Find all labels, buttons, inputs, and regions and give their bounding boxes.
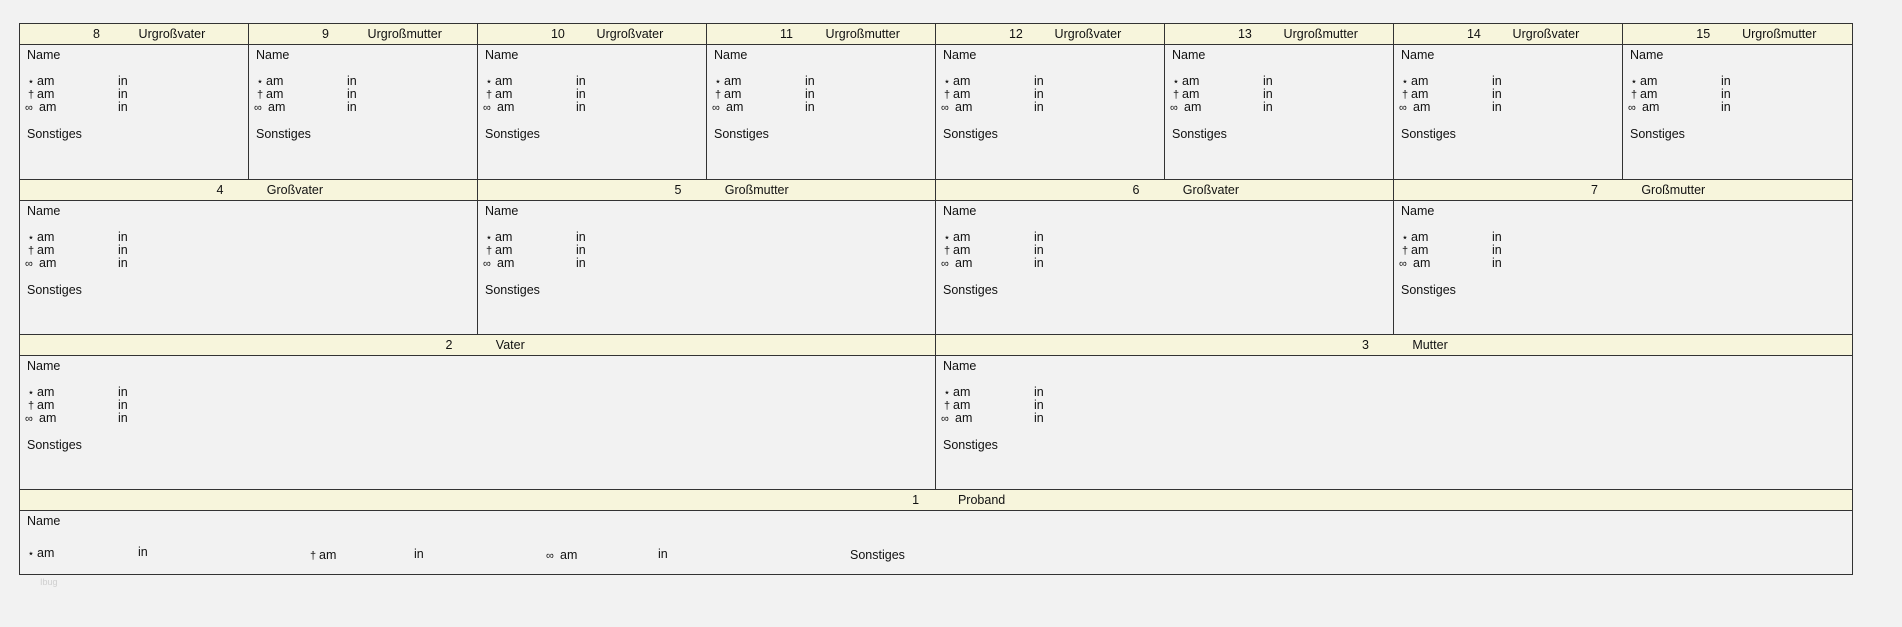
person-number: 2 xyxy=(445,338,453,352)
name-label: Name xyxy=(485,48,519,62)
name-label: Name xyxy=(1401,204,1435,218)
person-details xyxy=(20,356,935,490)
proband-role: Proband xyxy=(957,493,1006,507)
place-label: in xyxy=(118,256,128,270)
date-line xyxy=(546,548,577,562)
proband-number: 1 xyxy=(912,493,920,507)
died-symbol: † xyxy=(714,89,722,101)
place-label: in xyxy=(1721,74,1731,88)
died-symbol: † xyxy=(485,245,493,257)
born-symbol: ⋆ xyxy=(943,387,951,399)
date-label: am xyxy=(953,87,971,101)
born-symbol: ⋆ xyxy=(714,76,722,88)
date-line xyxy=(941,411,972,425)
name-label: Name xyxy=(714,48,748,62)
date-line xyxy=(307,548,336,562)
date-label: am xyxy=(266,87,284,101)
date-line xyxy=(25,398,54,412)
place-label: in xyxy=(118,411,128,425)
date-line xyxy=(941,256,972,270)
place-label: in xyxy=(118,385,128,399)
date-label: am xyxy=(266,74,284,88)
date-label: am xyxy=(37,385,55,399)
person-role: Vater xyxy=(495,338,525,352)
person-role: Großvater xyxy=(1182,183,1240,197)
place-label: in xyxy=(414,547,424,561)
date-line xyxy=(25,546,54,560)
date-line xyxy=(1399,230,1428,244)
name-label: Name xyxy=(1401,48,1435,62)
person-number: 11 xyxy=(779,27,793,41)
place-label: in xyxy=(1034,398,1044,412)
date-label: am xyxy=(495,74,513,88)
place-label: in xyxy=(1721,87,1731,101)
date-label: am xyxy=(726,100,744,114)
place-label: in xyxy=(347,100,357,114)
person-number: 7 xyxy=(1590,183,1598,197)
place-label: in xyxy=(347,87,357,101)
date-line xyxy=(483,256,514,270)
person-header xyxy=(1165,24,1393,45)
date-label: am xyxy=(39,256,57,270)
date-label: am xyxy=(39,100,57,114)
date-line xyxy=(1170,74,1199,88)
person-cell xyxy=(20,24,249,179)
place-label: in xyxy=(658,547,668,561)
person-role: Urgroßmutter xyxy=(825,27,900,41)
date-label: am xyxy=(497,100,515,114)
date-line xyxy=(941,385,970,399)
other-label: Sonstiges xyxy=(27,127,82,141)
place-label: in xyxy=(1492,74,1502,88)
date-label: am xyxy=(953,398,971,412)
person-header xyxy=(20,24,248,45)
date-line xyxy=(712,87,741,101)
married-symbol: ∞ xyxy=(712,102,717,114)
date-label: am xyxy=(953,230,971,244)
date-line xyxy=(25,100,56,114)
place-label: in xyxy=(118,74,128,88)
other-label: Sonstiges xyxy=(943,283,998,297)
person-details xyxy=(20,201,477,335)
person-number: 13 xyxy=(1237,27,1252,41)
person-details xyxy=(1394,45,1622,179)
date-line xyxy=(254,100,285,114)
date-label: am xyxy=(955,100,973,114)
person-role: Urgroßvater xyxy=(138,27,206,41)
other-label: Sonstiges xyxy=(27,283,82,297)
date-label: am xyxy=(1640,87,1658,101)
date-label: am xyxy=(955,256,973,270)
person-cell xyxy=(20,335,936,490)
person-details xyxy=(20,45,248,179)
other-label: Sonstiges xyxy=(485,283,540,297)
other-label: Sonstiges xyxy=(850,548,905,562)
married-symbol: ∞ xyxy=(546,550,551,562)
date-label: am xyxy=(955,411,973,425)
date-label: am xyxy=(1411,230,1429,244)
date-label: am xyxy=(1413,100,1431,114)
person-header xyxy=(20,180,477,201)
married-symbol: ∞ xyxy=(1399,258,1404,270)
place-label: in xyxy=(1492,243,1502,257)
person-cell xyxy=(936,335,1852,490)
name-label: Name xyxy=(1630,48,1664,62)
died-symbol: † xyxy=(1401,89,1409,101)
born-symbol: ⋆ xyxy=(943,76,951,88)
date-label: am xyxy=(37,398,55,412)
name-label: Name xyxy=(943,204,977,218)
date-label: am xyxy=(319,548,337,562)
born-symbol: ⋆ xyxy=(1401,232,1409,244)
died-symbol: † xyxy=(27,400,35,412)
person-header xyxy=(478,24,706,45)
date-label: am xyxy=(1640,74,1658,88)
date-line xyxy=(25,411,56,425)
place-label: in xyxy=(1492,87,1502,101)
place-label: in xyxy=(1034,411,1044,425)
place-label: in xyxy=(1034,74,1044,88)
great-grandparents-row xyxy=(20,24,1852,179)
date-line xyxy=(1399,256,1430,270)
born-symbol: ⋆ xyxy=(27,76,35,88)
watermark: Ibug xyxy=(40,577,58,587)
date-label: am xyxy=(495,87,513,101)
date-line xyxy=(1399,243,1428,257)
ancestor-chart xyxy=(19,23,1853,575)
date-line xyxy=(712,100,743,114)
date-label: am xyxy=(953,243,971,257)
person-details xyxy=(936,356,1852,490)
died-symbol: † xyxy=(943,245,951,257)
date-label: am xyxy=(1182,87,1200,101)
person-header xyxy=(1394,24,1622,45)
name-label: Name xyxy=(943,48,977,62)
person-number: 3 xyxy=(1361,338,1369,352)
person-header xyxy=(1623,24,1852,45)
person-header xyxy=(936,335,1852,356)
place-label: in xyxy=(576,87,586,101)
place-label: in xyxy=(118,243,128,257)
person-header xyxy=(936,180,1393,201)
place-label: in xyxy=(1034,385,1044,399)
place-label: in xyxy=(1034,243,1044,257)
other-label: Sonstiges xyxy=(1630,127,1685,141)
person-details xyxy=(249,45,477,179)
place-label: in xyxy=(576,243,586,257)
date-line xyxy=(25,74,54,88)
date-label: am xyxy=(1411,74,1429,88)
married-symbol: ∞ xyxy=(941,258,946,270)
person-role: Großmutter xyxy=(1641,183,1706,197)
person-cell xyxy=(478,180,936,335)
date-label: am xyxy=(953,385,971,399)
place-label: in xyxy=(1034,256,1044,270)
married-symbol: ∞ xyxy=(483,258,488,270)
place-label: in xyxy=(347,74,357,88)
person-number: 8 xyxy=(92,27,100,41)
person-number: 5 xyxy=(674,183,682,197)
person-cell xyxy=(249,24,478,179)
born-symbol: ⋆ xyxy=(27,387,35,399)
died-symbol: † xyxy=(485,89,493,101)
born-symbol: ⋆ xyxy=(943,232,951,244)
person-role: Urgroßmutter xyxy=(1283,27,1358,41)
date-line xyxy=(483,100,514,114)
date-line xyxy=(1399,87,1428,101)
married-symbol: ∞ xyxy=(941,413,946,425)
date-line xyxy=(254,87,283,101)
date-line xyxy=(1399,74,1428,88)
place-label: in xyxy=(576,256,586,270)
person-details xyxy=(1394,201,1852,335)
person-cell xyxy=(1394,180,1852,335)
person-cell xyxy=(20,180,478,335)
date-line xyxy=(941,87,970,101)
name-label: Name xyxy=(256,48,290,62)
person-cell xyxy=(936,24,1165,179)
person-role: Urgroßmutter xyxy=(367,27,442,41)
person-details xyxy=(936,201,1393,335)
died-symbol: † xyxy=(1401,245,1409,257)
place-label: in xyxy=(805,100,815,114)
person-details xyxy=(936,45,1164,179)
date-line xyxy=(1170,87,1199,101)
other-label: Sonstiges xyxy=(714,127,769,141)
died-symbol: † xyxy=(27,245,35,257)
name-label: Name xyxy=(943,359,977,373)
person-details xyxy=(1623,45,1852,179)
person-details xyxy=(478,201,935,335)
name-label: Name xyxy=(27,359,61,373)
date-label: am xyxy=(268,100,286,114)
person-number: 6 xyxy=(1132,183,1140,197)
date-line xyxy=(1170,100,1201,114)
proband-row xyxy=(20,489,1852,576)
date-line xyxy=(1399,100,1430,114)
person-number: 4 xyxy=(216,183,224,197)
parents-row xyxy=(20,334,1852,490)
date-label: am xyxy=(1411,87,1429,101)
person-role: Urgroßvater xyxy=(596,27,664,41)
born-symbol: ⋆ xyxy=(27,232,35,244)
person-number: 12 xyxy=(1008,27,1023,41)
place-label: in xyxy=(1492,230,1502,244)
date-line xyxy=(941,230,970,244)
place-label: in xyxy=(805,74,815,88)
person-header xyxy=(1394,180,1852,201)
place-label: in xyxy=(118,230,128,244)
person-role: Urgroßvater xyxy=(1512,27,1580,41)
date-label: am xyxy=(495,243,513,257)
date-label: am xyxy=(724,74,742,88)
name-label: Name xyxy=(1172,48,1206,62)
died-symbol: † xyxy=(27,89,35,101)
date-line xyxy=(941,398,970,412)
proband-header xyxy=(20,490,1852,511)
other-label: Sonstiges xyxy=(1401,127,1456,141)
date-label: am xyxy=(1184,100,1202,114)
person-header xyxy=(249,24,477,45)
died-symbol: † xyxy=(256,89,264,101)
person-number: 15 xyxy=(1696,27,1711,41)
person-number: 9 xyxy=(321,27,329,41)
date-label: am xyxy=(1411,243,1429,257)
date-label: am xyxy=(953,74,971,88)
married-symbol: ∞ xyxy=(1399,102,1404,114)
born-symbol: ⋆ xyxy=(256,76,264,88)
date-line xyxy=(25,87,54,101)
other-label: Sonstiges xyxy=(256,127,311,141)
person-cell xyxy=(1165,24,1394,179)
other-label: Sonstiges xyxy=(1172,127,1227,141)
date-line xyxy=(941,243,970,257)
date-line xyxy=(1628,74,1657,88)
date-line xyxy=(712,74,741,88)
place-label: in xyxy=(118,100,128,114)
person-header xyxy=(936,24,1164,45)
date-label: am xyxy=(1413,256,1431,270)
married-symbol: ∞ xyxy=(25,258,30,270)
other-label: Sonstiges xyxy=(27,438,82,452)
person-cell xyxy=(478,24,707,179)
place-label: in xyxy=(576,100,586,114)
born-symbol: ⋆ xyxy=(1401,76,1409,88)
born-symbol: ⋆ xyxy=(1172,76,1180,88)
date-line xyxy=(941,100,972,114)
place-label: in xyxy=(1263,74,1273,88)
date-label: am xyxy=(495,230,513,244)
person-cell xyxy=(1623,24,1852,179)
place-label: in xyxy=(1721,100,1731,114)
died-symbol: † xyxy=(943,89,951,101)
place-label: in xyxy=(1263,87,1273,101)
date-line xyxy=(1628,87,1657,101)
person-role: Großmutter xyxy=(724,183,789,197)
date-line xyxy=(25,243,54,257)
other-label: Sonstiges xyxy=(943,127,998,141)
date-line xyxy=(254,74,283,88)
person-details xyxy=(1165,45,1393,179)
place-label: in xyxy=(118,87,128,101)
date-label: am xyxy=(39,411,57,425)
person-role: Urgroßmutter xyxy=(1742,27,1817,41)
date-label: am xyxy=(724,87,742,101)
married-symbol: ∞ xyxy=(25,102,30,114)
married-symbol: ∞ xyxy=(254,102,259,114)
date-label: am xyxy=(37,546,55,560)
person-role: Urgroßvater xyxy=(1054,27,1122,41)
born-symbol: ⋆ xyxy=(1630,76,1638,88)
place-label: in xyxy=(576,74,586,88)
place-label: in xyxy=(138,545,148,559)
died-symbol: † xyxy=(943,400,951,412)
grandparents-row xyxy=(20,179,1852,335)
date-label: am xyxy=(37,230,55,244)
date-label: am xyxy=(37,87,55,101)
date-line xyxy=(483,87,512,101)
person-cell xyxy=(707,24,936,179)
person-details xyxy=(478,45,706,179)
other-label: Sonstiges xyxy=(943,438,998,452)
place-label: in xyxy=(576,230,586,244)
person-number: 10 xyxy=(550,27,565,41)
date-line xyxy=(941,74,970,88)
place-label: in xyxy=(1492,100,1502,114)
proband-details xyxy=(20,511,1852,576)
name-label: Name xyxy=(27,514,61,528)
person-details xyxy=(707,45,935,179)
place-label: in xyxy=(1034,100,1044,114)
place-label: in xyxy=(1034,230,1044,244)
date-label: am xyxy=(560,548,578,562)
other-label: Sonstiges xyxy=(485,127,540,141)
person-number: 14 xyxy=(1466,27,1481,41)
died-symbol: † xyxy=(309,550,317,562)
place-label: in xyxy=(805,87,815,101)
person-role: Mutter xyxy=(1412,338,1448,352)
born-symbol: ⋆ xyxy=(485,76,493,88)
born-symbol: ⋆ xyxy=(27,548,35,560)
person-role: Großvater xyxy=(266,183,324,197)
date-line xyxy=(25,385,54,399)
place-label: in xyxy=(1492,256,1502,270)
date-line xyxy=(25,230,54,244)
date-line xyxy=(25,256,56,270)
proband-cell xyxy=(20,490,1852,576)
date-line xyxy=(1628,100,1659,114)
person-header xyxy=(20,335,935,356)
married-symbol: ∞ xyxy=(1170,102,1175,114)
person-header xyxy=(478,180,935,201)
person-cell xyxy=(936,180,1394,335)
married-symbol: ∞ xyxy=(941,102,946,114)
died-symbol: † xyxy=(1630,89,1638,101)
person-cell xyxy=(1394,24,1623,179)
married-symbol: ∞ xyxy=(483,102,488,114)
married-symbol: ∞ xyxy=(1628,102,1633,114)
place-label: in xyxy=(1263,100,1273,114)
place-label: in xyxy=(1034,87,1044,101)
person-header xyxy=(707,24,935,45)
date-label: am xyxy=(1642,100,1660,114)
married-symbol: ∞ xyxy=(25,413,30,425)
date-line xyxy=(483,230,512,244)
date-line xyxy=(483,74,512,88)
died-symbol: † xyxy=(1172,89,1180,101)
born-symbol: ⋆ xyxy=(485,232,493,244)
date-label: am xyxy=(497,256,515,270)
name-label: Name xyxy=(27,48,61,62)
date-label: am xyxy=(37,243,55,257)
date-label: am xyxy=(1182,74,1200,88)
place-label: in xyxy=(118,398,128,412)
name-label: Name xyxy=(485,204,519,218)
date-line xyxy=(483,243,512,257)
date-label: am xyxy=(37,74,55,88)
other-label: Sonstiges xyxy=(1401,283,1456,297)
name-label: Name xyxy=(27,204,61,218)
